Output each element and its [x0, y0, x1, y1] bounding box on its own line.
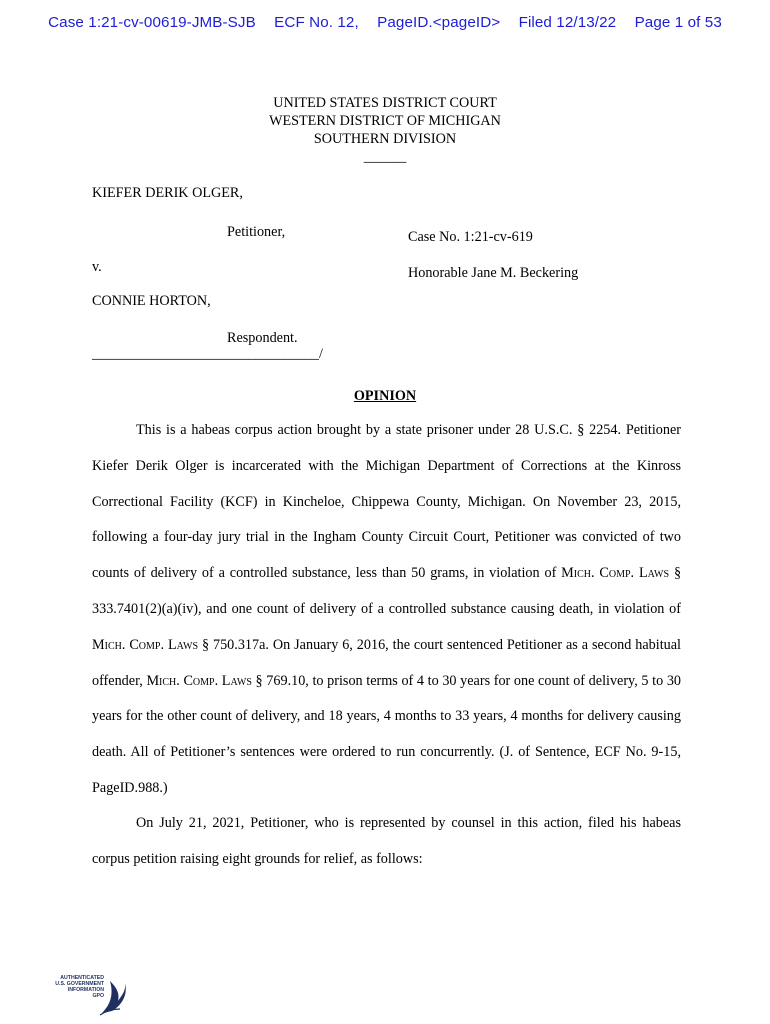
court-heading [0, 94, 770, 166]
paragraph-1 [92, 413, 681, 807]
paragraph-1-text-b: § 333.7401(2)(a)(iv), and one count of delivery of a controlled substance causing death, in violation of [92, 565, 682, 617]
paragraph-2-text: On July 21, 2021, Petitioner, who is represented by counsel in this action, filed his habeas corpus petition raising eight grounds for relief, as follows: [92, 815, 681, 867]
paragraph-2 [92, 806, 681, 878]
respondent-label: Respondent. [227, 330, 298, 346]
petitioner-name: KIEFER DERIK OLGER, [92, 185, 243, 201]
header-page-count: Page 1 of 53 [634, 14, 722, 31]
header-ecf-number: ECF No. 12, [274, 14, 359, 31]
judge-name: Honorable Jane M. Beckering [408, 265, 579, 281]
paragraph-1-text-a: This is a habeas corpus action brought by a state prisoner under 28 U.S.C. § 2254. Petitioner Kiefer Derik Olger is incarcerated with the Michigan Department of Corrections at the Kinross Correctional Facility (KCF) in Kincheloe, Chippewa County, Michigan. On November 23, 2015, following a four-day jury trial in the Ingham County Circuit Court, Petitioner was convicted of two counts of delivery of a controlled substance, less than 50 grams, in violation of [92, 422, 681, 582]
ecf-header [0, 14, 770, 31]
header-page-id: PageID.<pageID> [377, 14, 501, 31]
document-title: OPINION [353, 388, 417, 404]
court-line-3: SOUTHERN DIVISION [313, 131, 457, 147]
seal-line-1: AUTHENTICATED [60, 975, 104, 981]
gpo-authentication-seal [44, 975, 128, 1019]
statute-abbrev: Mich. Comp. Laws [146, 672, 252, 689]
header-filed-date: Filed 12/13/22 [518, 14, 617, 31]
header-case-number: Case 1:21-cv-00619-JMB-SJB [48, 14, 256, 31]
case-number: Case No. 1:21-cv-619 [408, 229, 533, 245]
paragraph-1-text-d: § 769.10, to prison terms of 4 to 30 years for one count of delivery, 5 to 30 years for the other count of delivery, and 18 years, 4 months to 33 years, 4 months for delivery causing death. All of Petitioner’s sentences were ordered to run concurrently. (J. of Sentence, ECF No. 9-15, PageID.988.) [92, 672, 682, 796]
court-line-1: UNITED STATES DISTRICT COURT [273, 95, 497, 111]
statute-abbrev: Mich. Comp. Laws [561, 565, 670, 582]
court-line-2: WESTERN DISTRICT OF MICHIGAN [269, 113, 501, 129]
seal-line-2: U.S. GOVERNMENT [55, 981, 104, 987]
respondent-name: CONNIE HORTON, [92, 293, 211, 309]
signature-line: ________________________________/ [92, 346, 323, 362]
versus: v. [92, 259, 102, 275]
seal-text [44, 975, 104, 999]
paragraph-1-text-c: § 750.317a. On January 6, 2016, the court sentenced Petitioner as a second habitual offender, [92, 636, 681, 689]
seal-line-4: GPO [92, 993, 104, 999]
court-rule: ______ [363, 149, 407, 165]
seal-line-3: INFORMATION [67, 987, 104, 993]
petitioner-label: Petitioner, [227, 224, 286, 240]
eagle-icon [98, 975, 128, 1017]
statute-abbrev: Mich. Comp. Laws [92, 636, 199, 653]
